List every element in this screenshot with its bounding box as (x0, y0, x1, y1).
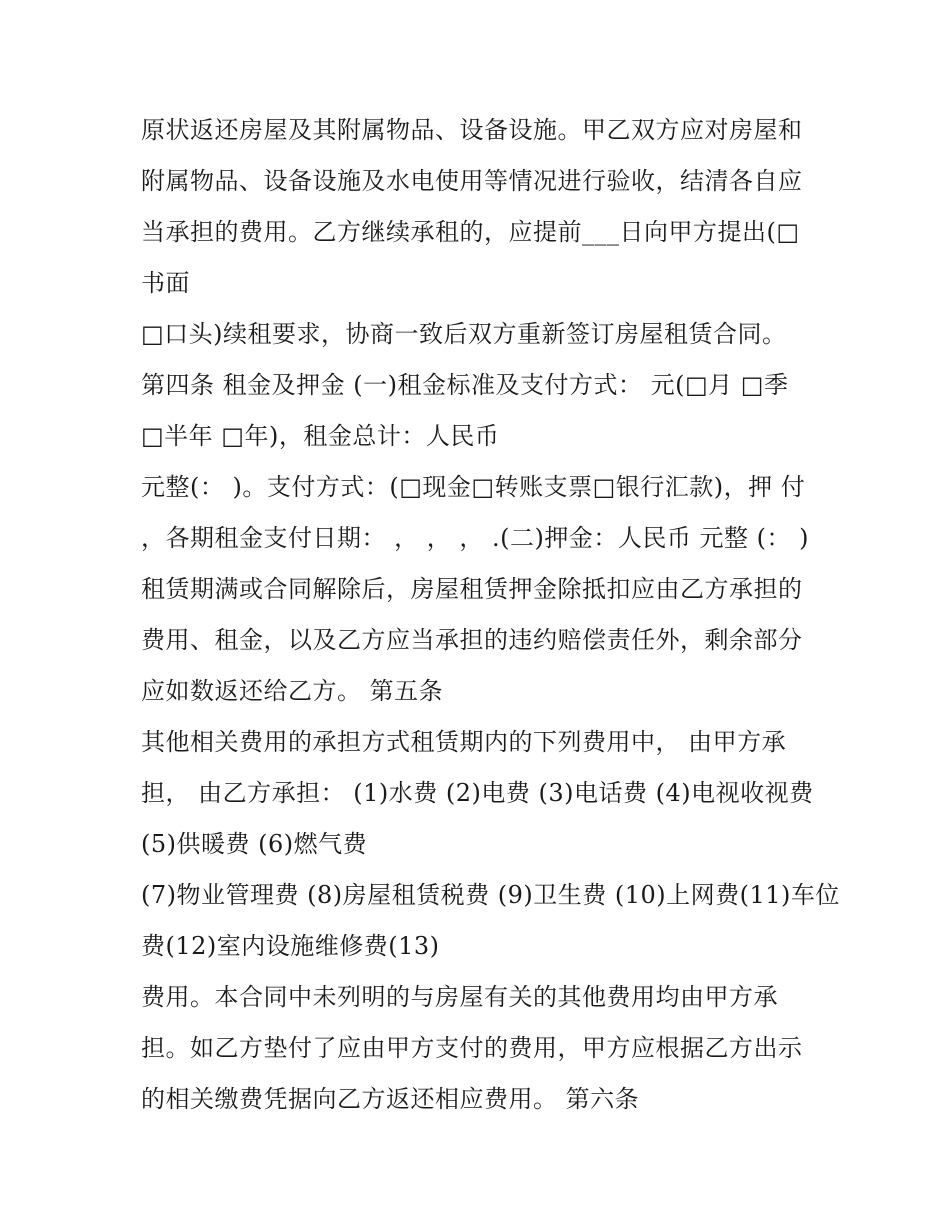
text-line: 租赁期满或合同解除后，房屋租赁押金除抵扣应由乙方承担的 (141, 575, 803, 603)
text-line: 费用。本合同中未列明的与房屋有关的其他费用均由甲方承 (141, 983, 778, 1011)
text-line: □口头)续租要求，协商一致后双方重新签订房屋租赁合同。 (141, 320, 787, 348)
text-line: 的相关缴费凭据向乙方返还相应费用。 第六条 (141, 1085, 640, 1113)
text-line: (5)供暖费 (6)燃气费 (141, 830, 368, 858)
text-line: 附属物品、设备设施及水电使用等情况进行验收，结清各自应 (141, 167, 803, 195)
text-line: □半年 □年)，租金总计：人民币 (141, 422, 500, 450)
text-line: 当承担的费用。乙方继续承租的，应提前___日向甲方提出(□ (141, 218, 800, 246)
text-line: 其他相关费用的承担方式租赁期内的下列费用中， 由甲方承 (141, 728, 787, 756)
text-line: 原状返还房屋及其附属物品、设备设施。甲乙双方应对房屋和 (141, 116, 803, 144)
text-line: 费(12)室内设施维修费(13) (141, 932, 440, 960)
text-line: (7)物业管理费 (8)房屋租赁税费 (9)卫生费 (10)上网费(11)车位 (141, 881, 840, 909)
document-body (141, 105, 840, 1125)
text-line: 担。如乙方垫付了应由甲方支付的费用，甲方应根据乙方出示 (141, 1034, 803, 1062)
text-line: 书面 (141, 269, 190, 297)
text-line: 元整(： )。支付方式：(□现金□转账支票□银行汇款)，押 付 (141, 473, 806, 501)
text-line: 应如数返还给乙方。 第五条 (141, 677, 444, 705)
text-line: 担， 由乙方承担： (1)水费 (2)电费 (3)电话费 (4)电视收视费 (141, 779, 814, 807)
text-line: ，各期租金支付日期： ， ， ， .(二)押金：人民币 元整 (： ) (141, 524, 809, 552)
text-line: 费用、租金，以及乙方应当承担的违约赔偿责任外，剩余部分 (141, 626, 803, 654)
text-line: 第四条 租金及押金 (一)租金标准及支付方式： 元(□月 □季 (141, 371, 789, 399)
